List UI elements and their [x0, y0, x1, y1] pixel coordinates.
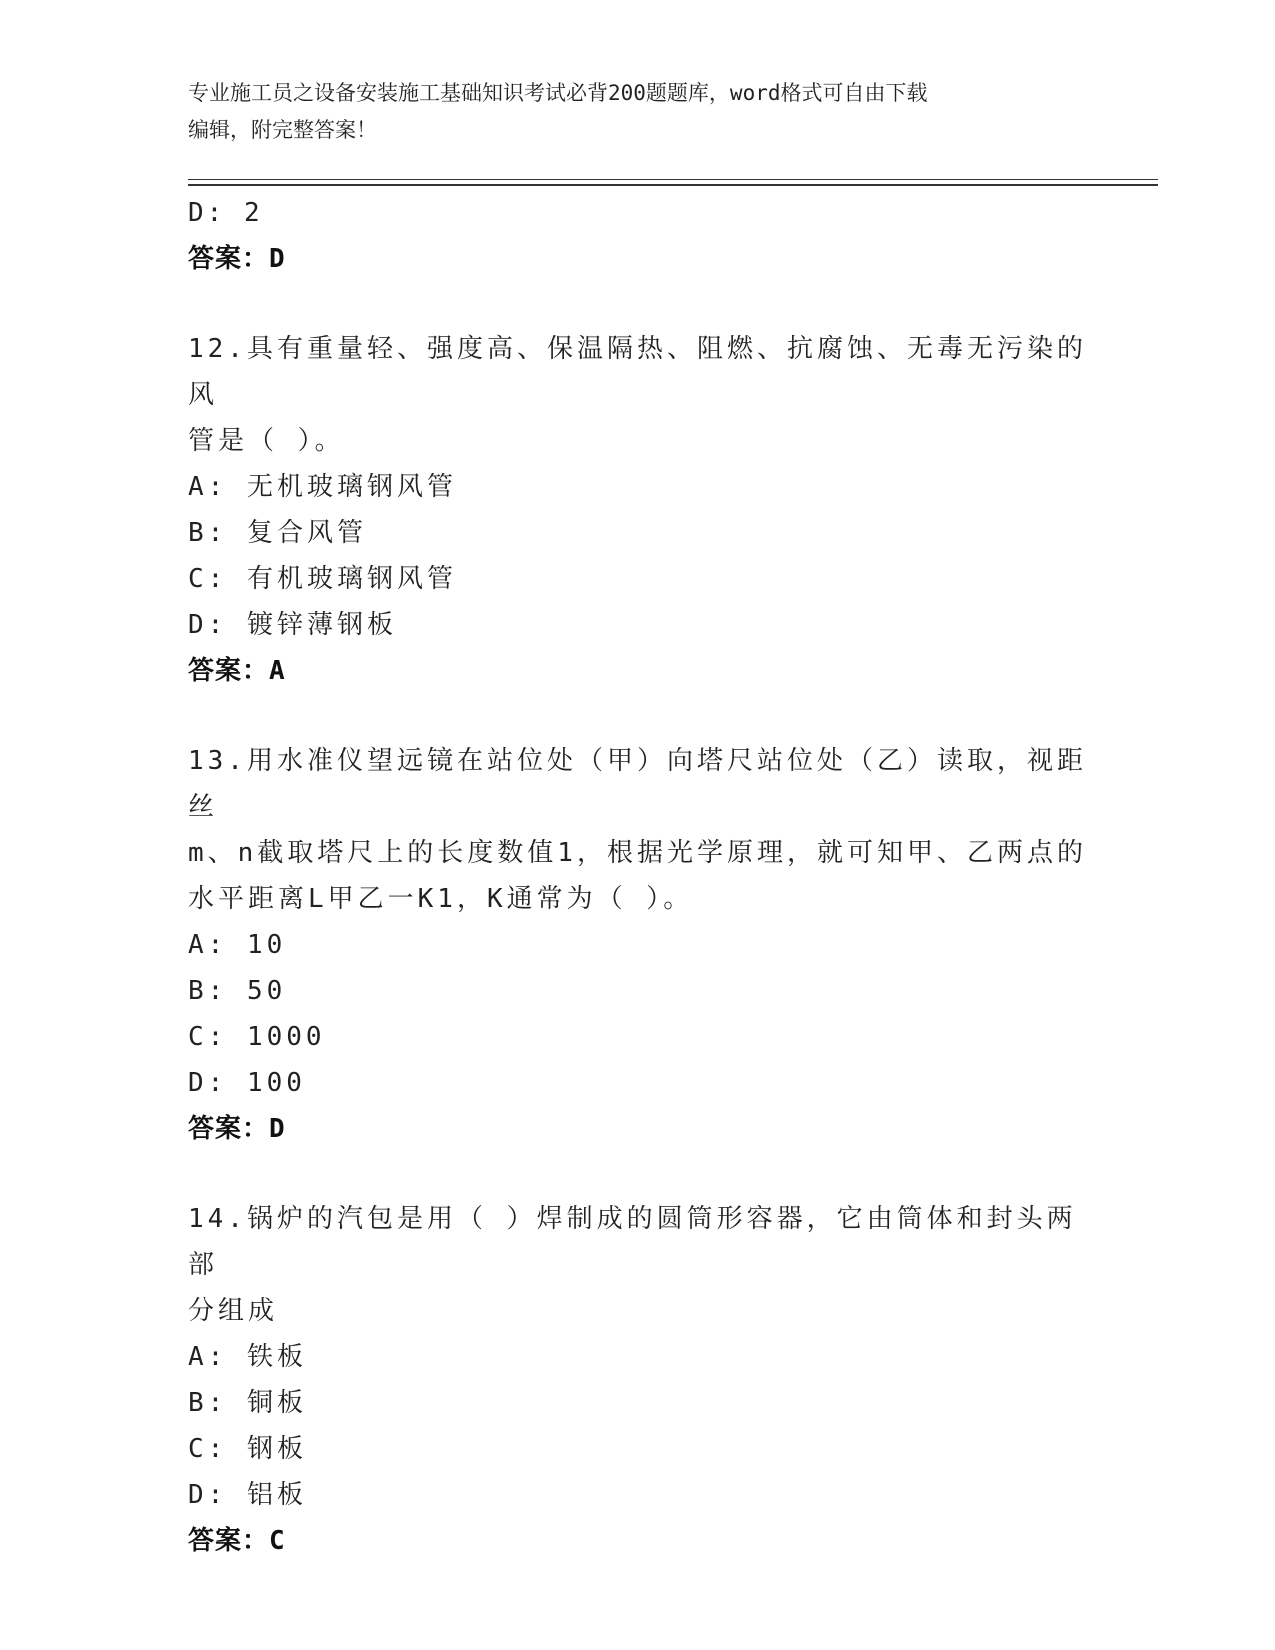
question-text-line: 13.用水准仪望远镜在站位处（甲）向塔尺站位处（乙）读取，视距丝 — [188, 746, 1087, 822]
document-header — [188, 75, 1088, 149]
question-text-line: 14.锅炉的汽包是用（ ）焊制成的圆筒形容器，它由筒体和封头两部 — [188, 1204, 1077, 1280]
question-13 — [188, 738, 1088, 1152]
header-divider-thick — [188, 184, 1158, 186]
question-12 — [188, 326, 1088, 694]
option-a: A: 铁板 — [188, 1342, 307, 1372]
question-14 — [188, 1196, 1088, 1564]
answer-line: 答案：D — [188, 244, 286, 274]
question-text-line: 分组成 — [188, 1296, 279, 1326]
option-d: D: 铝板 — [188, 1480, 307, 1510]
header-line-2: 编辑，附完整答案！ — [188, 118, 377, 142]
question-text-line: 水平距离L甲乙一K1，K通常为（ ）。 — [188, 884, 694, 914]
option-a: A: 无机玻璃钢风管 — [188, 472, 457, 502]
option-d: D: 2 — [188, 198, 263, 228]
option-c: C: 钢板 — [188, 1434, 307, 1464]
option-c: C: 有机玻璃钢风管 — [188, 564, 457, 594]
option-d: D: 镀锌薄钢板 — [188, 610, 397, 640]
answer-line: 答案：A — [188, 656, 286, 686]
header-line-1: 专业施工员之设备安装施工基础知识考试必背200题题库，word格式可自由下载 — [188, 81, 928, 105]
option-d: D: 100 — [188, 1068, 306, 1098]
question-text-line: 管是（ ）。 — [188, 426, 345, 456]
option-c: C: 1000 — [188, 1022, 326, 1052]
option-b: B: 铜板 — [188, 1388, 307, 1418]
answer-line: 答案：D — [188, 1114, 286, 1144]
option-a: A: 10 — [188, 930, 287, 960]
previous-question-tail — [188, 190, 1088, 282]
question-list — [188, 190, 1088, 1564]
option-b: B: 复合风管 — [188, 518, 367, 548]
option-b: B: 50 — [188, 976, 287, 1006]
header-divider-thin — [188, 179, 1158, 180]
question-text-line: 12.具有重量轻、强度高、保温隔热、阻燃、抗腐蚀、无毒无污染的风 — [188, 334, 1087, 410]
answer-line: 答案：C — [188, 1526, 286, 1556]
question-text-line: m、n截取塔尺上的长度数值1，根据光学原理，就可知甲、乙两点的 — [188, 838, 1087, 868]
